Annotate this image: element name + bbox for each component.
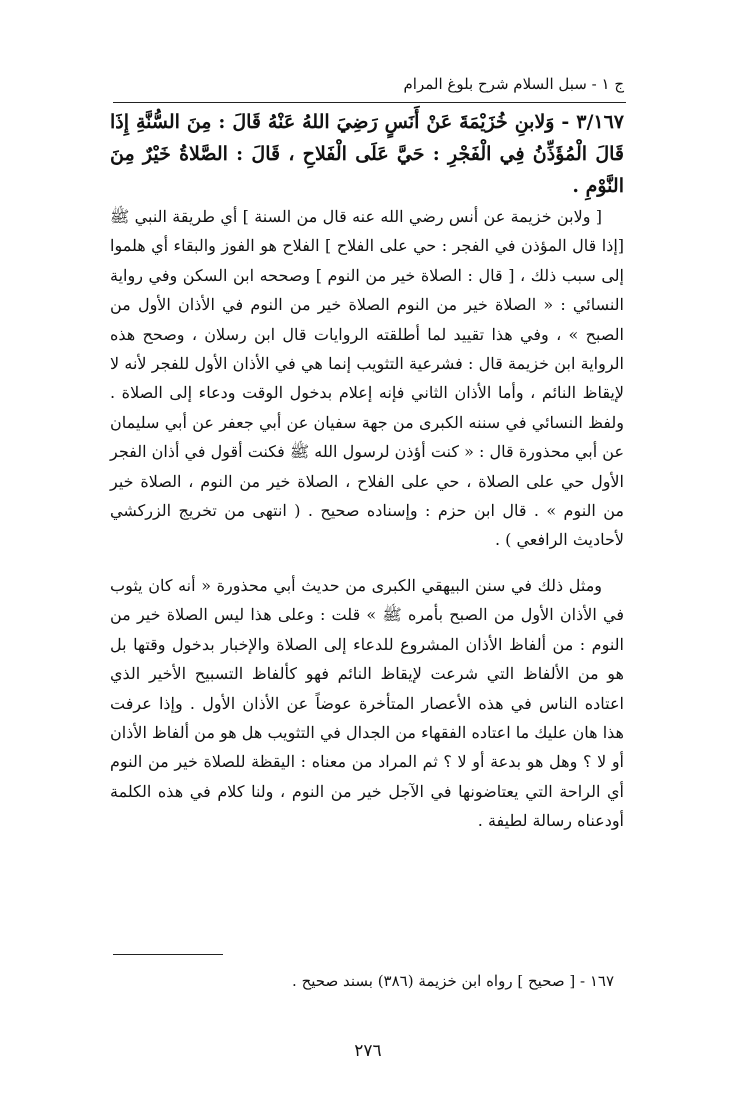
hadith-text: ٣/١٦٧ - وَلابنِ خُزَيْمَةَ عَنْ أَنَسٍ رَضِيَ اللهُ عَنْهُ قَالَ : مِنَ السُّنَّةِ إِذَا قَالَ الْمُؤَذِّنُ فِي الْفَجْرِ : حَيَّ عَلَى الْفَلاحِ ، قَالَ : الصَّلاةُ خَيْرٌ مِنَ النَّوْمِ . [110,111,624,197]
commentary [110,202,624,836]
footnote-rule [113,954,223,955]
page-number: ٢٧٦ [354,1041,382,1061]
commentary-paragraph: [ ولابن خزيمة عن أنس رضي الله عنه قال من السنة ] أي طريقة النبي ﷺ [إذا قال المؤذن في الفجر : حي على الفلاح ] الفلاح هو الفوز والبقاء أي هلموا إلى سبب ذلك ، [ قال : الصلاة خير من النوم ] وصححه ابن السكن وفي رواية النسائي : « الصلاة خير من النوم الصلاة خير من النوم في الأذان الأول من الصبح » ، وفي هذا تقييد لما أطلقته الروايات قال ابن رسلان ، وصحح هذه الرواية ابن خزيمة قال : فشرعية التثويب إنما هي في الأذان الأول للفجر لأنه لا لإيقاظ النائم ، وأما الأذان الثاني فإنه إعلام بدخول الوقت ودعاء إلى الصلاة . ولفظ النسائي في سننه الكبرى من جهة سفيان عن أبي جعفر عن أبي سليمان عن أبي محذورة قال : « كنت أؤذن لرسول الله ﷺ فكنت أقول في أذان الفجر الأول حي على الصلاة ، حي على الفلاح ، الصلاة خير من النوم ، الصلاة خير من النوم » . قال ابن حزم : وإسناده صحيح . ( انتهى من تخريج الزركشي لأحاديث الرافعي ) . [110,207,625,550]
footnote: ١٦٧ - [ صحيح ] رواه ابن خزيمة (٣٨٦) بسند صحيح . [292,972,614,990]
running-header: ج ١ - سبل السلام شرح بلوغ المرام [403,75,624,93]
commentary-paragraph: ومثل ذلك في سنن البيهقي الكبرى من حديث أبي محذورة « أنه كان يثوب في الأذان الأول من الصبح بأمره ﷺ » قلت : وعلى هذا ليس الصلاة خير من النوم : من ألفاظ الأذان المشروع للدعاء إلى الصلاة والإخبار بدخول وقتها بل هو من الألفاظ التي شرعت لإيقاظ النائم فهو كألفاظ التسبيح الأخير الذي اعتاده الناس في هذه الأعصار المتأخرة عوضاً عن الأذان الأول . وإذا عرفت هذا هان عليك ما اعتاده الفقهاء من الجدال في التثويب هل هو من ألفاظ الأذان أو لا ؟ وهل هو بدعة أو لا ؟ ثم المراد من معناه : اليقظة للصلاة خير من النوم أي الراحة التي يعتاضونها في الآجل خير من النوم ، ولنا كلام في هذه الكلمة أودعناه رسالة لطيفة . [110,575,625,831]
header-rule [113,102,626,103]
